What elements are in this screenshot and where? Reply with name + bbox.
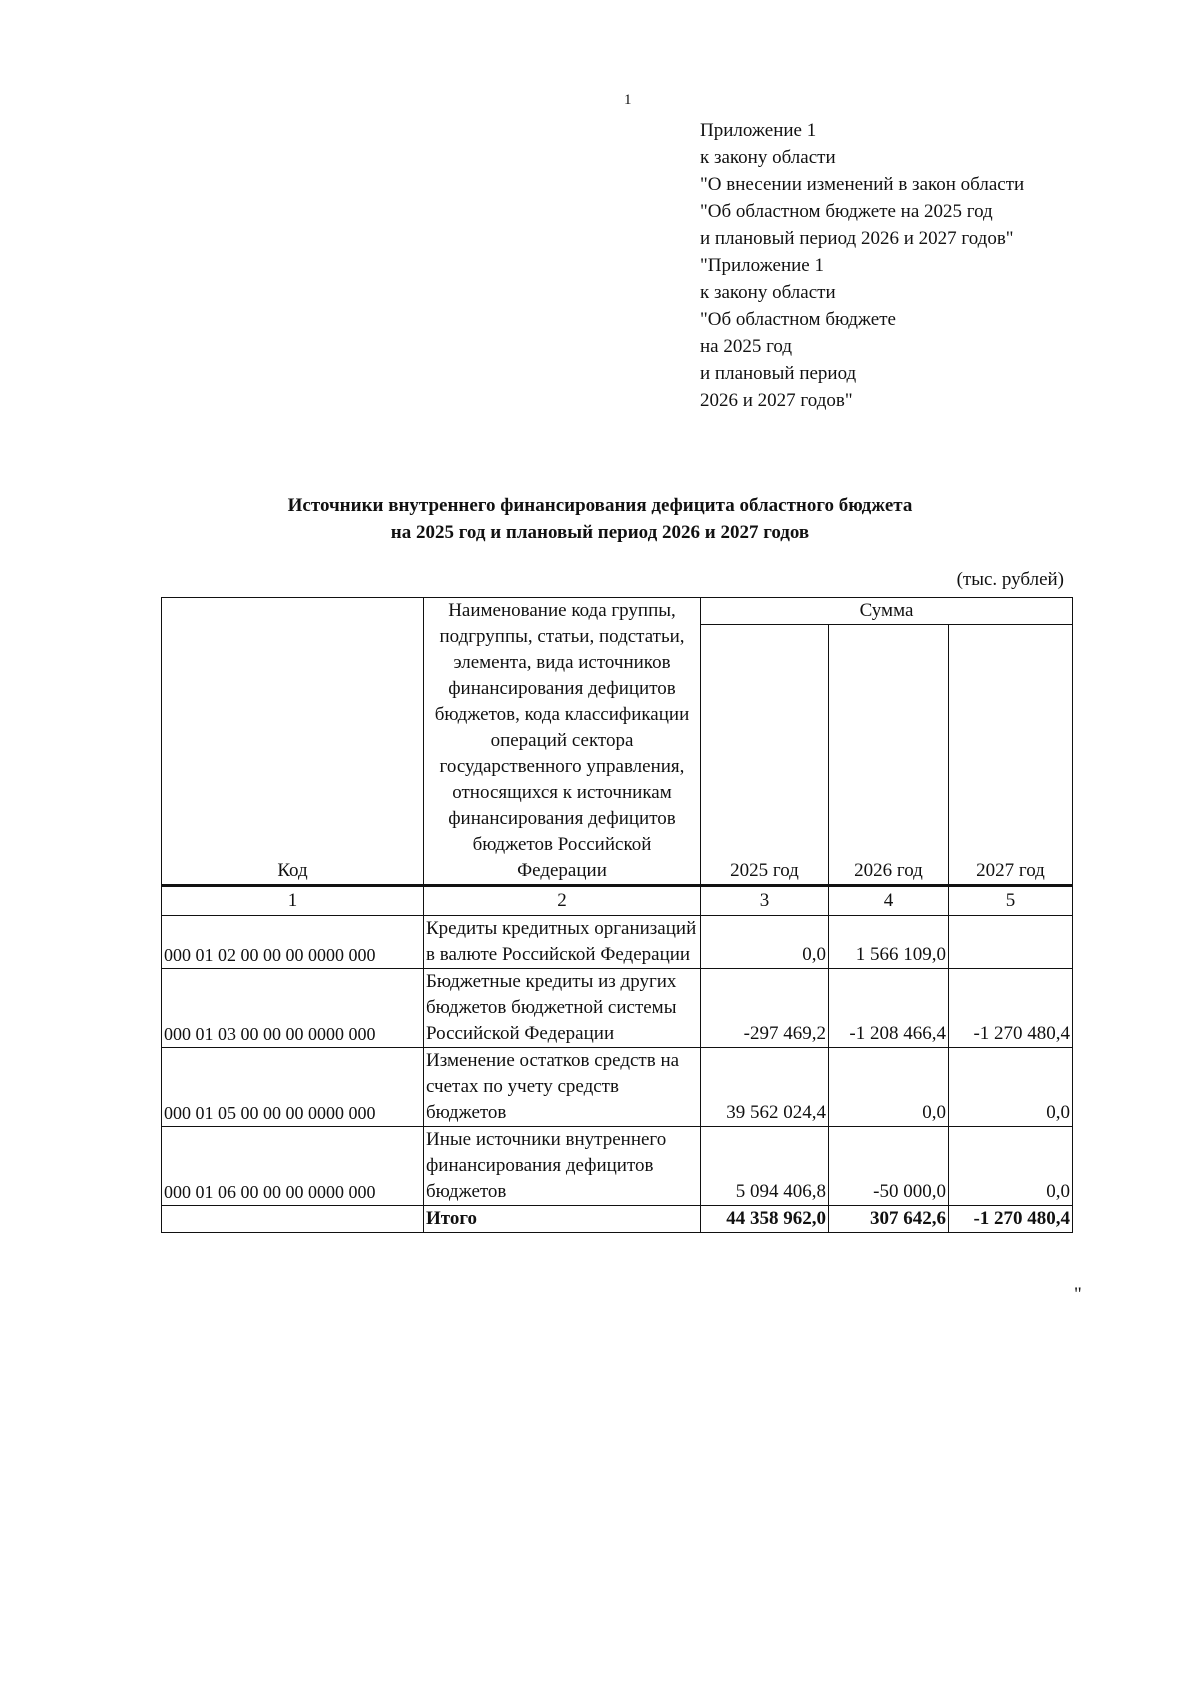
row-value-2027: -1 270 480,4 xyxy=(949,969,1073,1048)
row-code: 000 01 06 00 00 00 0000 000 xyxy=(162,1127,424,1206)
table-row xyxy=(162,1127,1073,1206)
table-row xyxy=(162,969,1073,1048)
financing-sources-table xyxy=(161,597,1073,1233)
header-sum: Сумма xyxy=(701,598,1073,625)
page-number: 1 xyxy=(624,92,632,108)
closing-quote: " xyxy=(1074,1284,1082,1305)
appendix-line: "О внесении изменений в закон области xyxy=(700,174,1025,195)
document-title xyxy=(160,492,1040,546)
column-number: 4 xyxy=(829,886,949,916)
row-value-2026: 1 566 109,0 xyxy=(829,916,949,969)
column-numbers-row xyxy=(162,886,1073,916)
row-value-2026: -50 000,0 xyxy=(829,1127,949,1206)
row-value-2026: 0,0 xyxy=(829,1048,949,1127)
table-row xyxy=(162,1048,1073,1127)
row-value-2025: 0,0 xyxy=(701,916,829,969)
row-value-2027: 0,0 xyxy=(949,1048,1073,1127)
units-label: (тыс. рублей) xyxy=(956,569,1064,590)
row-code: 000 01 02 00 00 00 0000 000 xyxy=(162,916,424,969)
appendix-line: на 2025 год xyxy=(700,336,793,357)
row-code: 000 01 03 00 00 00 0000 000 xyxy=(162,969,424,1048)
column-number: 2 xyxy=(424,886,701,916)
total-label: Итого xyxy=(424,1206,701,1233)
column-number: 3 xyxy=(701,886,829,916)
header-year-2027: 2027 год xyxy=(949,625,1073,886)
total-value-2026: 307 642,6 xyxy=(829,1206,949,1233)
title-line-2: на 2025 год и плановый период 2026 и 2027 годов xyxy=(390,522,810,543)
header-year-2025: 2025 год xyxy=(701,625,829,886)
row-name: Кредиты кредитных организаций в валюте Российской Федерации xyxy=(424,916,701,969)
appendix-line: к закону области xyxy=(700,282,836,303)
table-row xyxy=(162,916,1073,969)
column-number: 1 xyxy=(162,886,424,916)
header-year-2026: 2026 год xyxy=(829,625,949,886)
row-name: Изменение остатков средств на счетах по учету средств бюджетов xyxy=(424,1048,701,1127)
row-value-2025: 39 562 024,4 xyxy=(701,1048,829,1127)
total-code-empty xyxy=(162,1206,424,1233)
appendix-line: и плановый период 2026 и 2027 годов" xyxy=(700,228,1014,249)
appendix-line: Приложение 1 xyxy=(700,120,817,141)
title-line-1: Источники внутреннего финансирования дефицита областного бюджета xyxy=(287,495,913,516)
appendix-line: 2026 и 2027 годов" xyxy=(700,390,853,411)
header-code: Код xyxy=(162,598,424,886)
row-value-2027: 0,0 xyxy=(949,1127,1073,1206)
appendix-line: "Об областном бюджете xyxy=(700,309,896,330)
header-name: Наименование кода группы, подгруппы, статьи, подстатьи, элемента, вида источников финансирования дефицитов бюджетов, кода классификации операций сектора государственного управления, относящихся к источникам финансирования дефицитов бюджетов Российской Федерации xyxy=(424,598,701,886)
row-value-2025: 5 094 406,8 xyxy=(701,1127,829,1206)
appendix-line: "Приложение 1 xyxy=(700,255,824,276)
total-value-2027: -1 270 480,4 xyxy=(949,1206,1073,1233)
row-name: Бюджетные кредиты из других бюджетов бюджетной системы Российской Федерации xyxy=(424,969,701,1048)
header-row xyxy=(162,598,1073,625)
column-number: 5 xyxy=(949,886,1073,916)
appendix-line: к закону области xyxy=(700,147,836,168)
row-value-2026: -1 208 466,4 xyxy=(829,969,949,1048)
appendix-header xyxy=(700,117,1024,414)
row-name: Иные источники внутреннего финансирования дефицитов бюджетов xyxy=(424,1127,701,1206)
row-value-2027 xyxy=(949,916,1073,969)
total-value-2025: 44 358 962,0 xyxy=(701,1206,829,1233)
row-value-2025: -297 469,2 xyxy=(701,969,829,1048)
row-code: 000 01 05 00 00 00 0000 000 xyxy=(162,1048,424,1127)
total-row xyxy=(162,1206,1073,1233)
appendix-line: "Об областном бюджете на 2025 год xyxy=(700,201,993,222)
appendix-line: и плановый период xyxy=(700,363,857,384)
